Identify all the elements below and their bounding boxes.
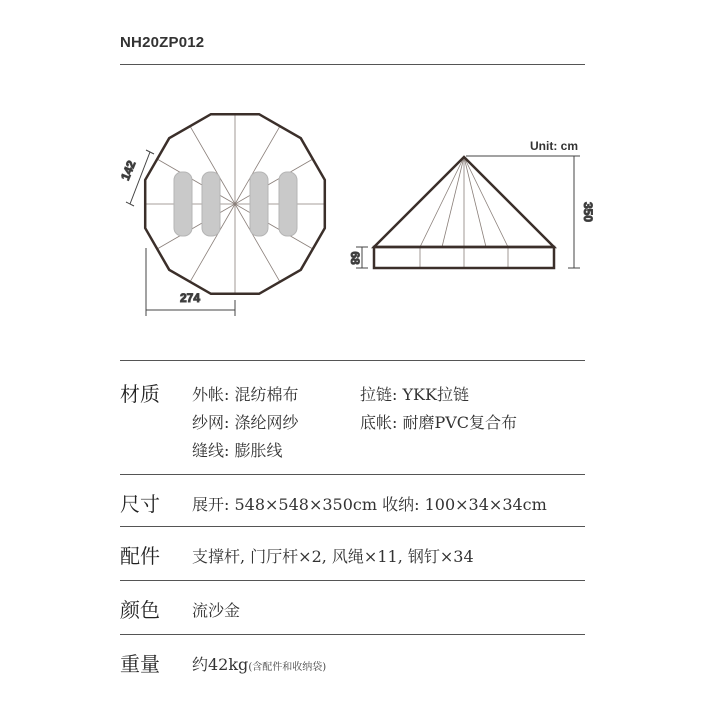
spoke-line: [235, 159, 313, 204]
specs-divider: [120, 474, 585, 475]
specs-divider: [120, 526, 585, 527]
top-view-spokes: [145, 114, 325, 294]
spec-label-color: 颜色: [120, 598, 160, 622]
dim-diameter-label: 274: [179, 291, 201, 305]
dim-side-label: 142: [118, 158, 139, 183]
spec-label-weight: 重量: [120, 652, 160, 676]
specs-divider: [120, 634, 585, 635]
dim-wall-height: [348, 247, 368, 268]
spec-row-weight: [120, 636, 590, 686]
spec-weight-value: [192, 652, 326, 675]
spec-label-accessories: 配件: [120, 544, 160, 568]
spec-outer-fabric: 外帐: 混纺棉布: [192, 385, 299, 404]
spec-size-text: 展开: 548×548×350cm 收纳: 100×34×34cm: [192, 495, 547, 514]
spec-floor: 底帐: 耐磨PVC复合布: [360, 413, 518, 432]
top-view: [145, 114, 325, 294]
pole-sleeve: [202, 172, 220, 236]
spec-row-color: [120, 582, 590, 632]
spoke-line: [157, 204, 235, 249]
pole-sleeve: [174, 172, 192, 236]
spec-row-accessories: [120, 528, 590, 578]
spec-accessories-text: 支撑杆, 门厅杆×2, 风绳×11, 钢钉×34: [192, 547, 474, 566]
dim-total-height: [466, 156, 595, 268]
spec-row-size: [120, 476, 590, 526]
spec-weight-number: 约42kg: [192, 655, 249, 674]
specs-divider: [120, 580, 585, 581]
dim-side: [118, 150, 154, 206]
spec-label-size: 尺寸: [120, 492, 160, 516]
dim-total-height-label: 350: [581, 201, 595, 223]
spec-weight-note: (含配件和收纳袋): [248, 662, 327, 673]
pole-sleeve: [250, 172, 268, 236]
spec-zipper: 拉链: YKK拉链: [360, 385, 469, 404]
dim-wall-height-label: 68: [348, 251, 362, 265]
pole-sleeve: [279, 172, 297, 236]
spec-color-text: 流沙金: [192, 601, 241, 620]
side-view: [374, 157, 554, 268]
specs-divider-top: [120, 360, 585, 361]
model-number: NH20ZP012: [120, 34, 205, 51]
spoke-line: [157, 159, 235, 204]
spec-label-material: 材质: [120, 382, 160, 406]
unit-label: Unit: cm: [530, 139, 578, 153]
spec-thread: 缝线: 膨胀线: [192, 441, 283, 460]
side-roof-lines: [420, 157, 508, 268]
spec-row-material: [120, 372, 590, 472]
spoke-line: [235, 204, 313, 249]
spec-mesh: 纱网: 涤纶网纱: [192, 413, 299, 432]
